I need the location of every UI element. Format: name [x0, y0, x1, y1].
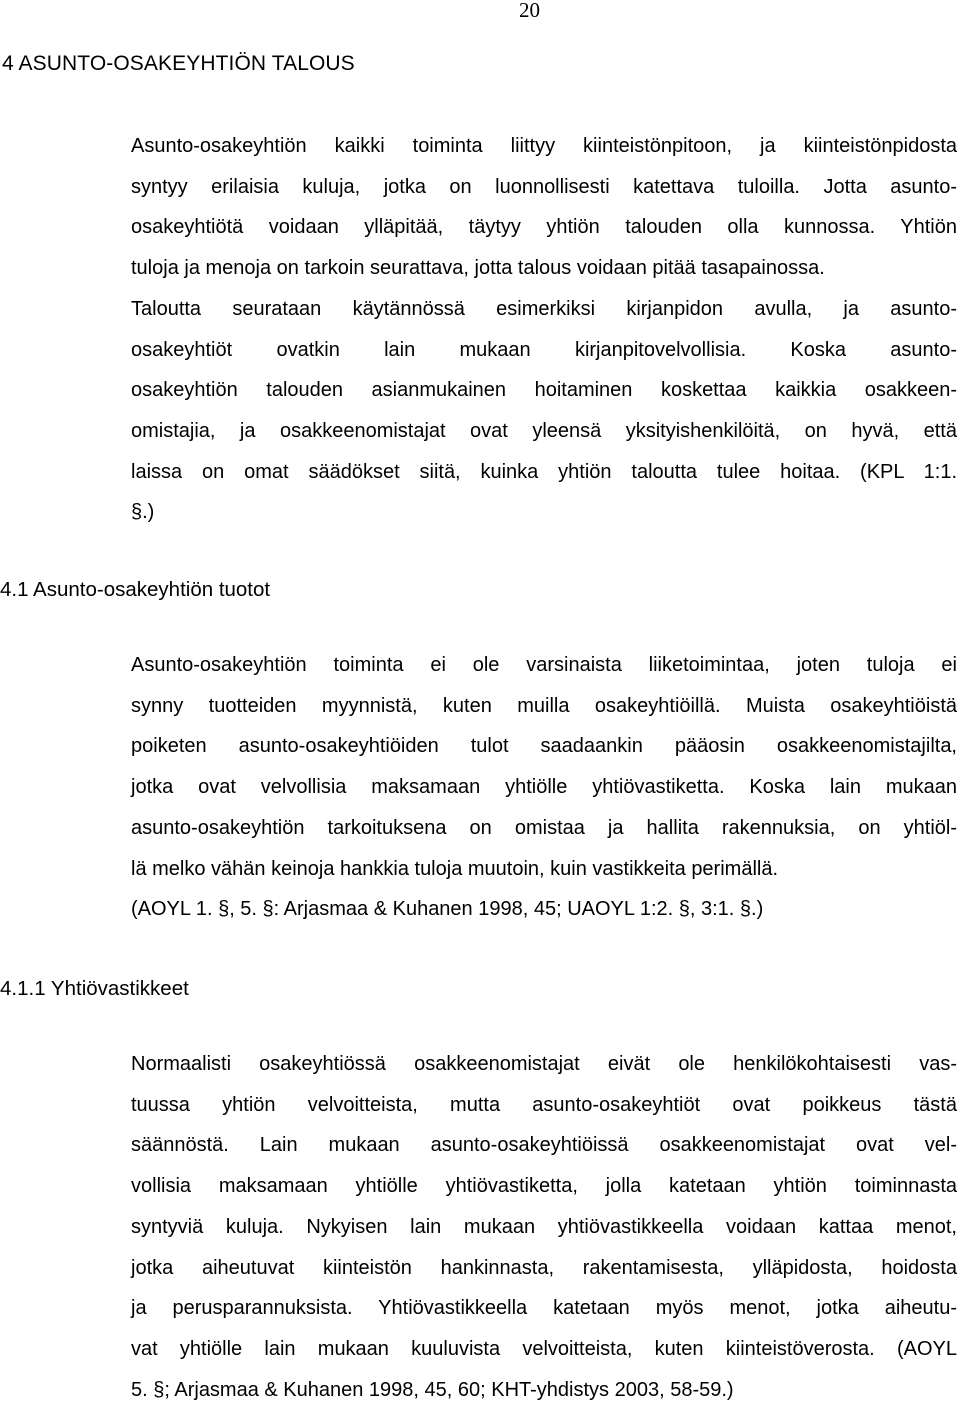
paragraph-line: jotka ovat velvollisia maksamaan yhtiölle yhtiövastiketta. Koska lain mukaan [131, 776, 957, 799]
paragraph-line: tuussa yhtiön velvoitteista, mutta asunto-osakeyhtiöt ovat poikkeus tästä [131, 1093, 957, 1116]
paragraph-line: §.) [131, 501, 155, 524]
paragraph-line: Normaalisti osakeyhtiössä osakkeenomistajat eivät ole henkilökohtaisesti vas- [131, 1053, 957, 1075]
paragraph-line: tuloja ja menoja on tarkoin seurattava, jotta talous voidaan pitää tasapainossa. [131, 257, 825, 280]
paragraph-line: vollisia maksamaan yhtiölle yhtiövastiketta, jolla katetaan yhtiön toiminnasta [131, 1175, 957, 1198]
paragraph-line: poiketen asunto-osakeyhtiöiden tulot saadaankin pääosin osakkeenomistajilta, [131, 735, 957, 758]
paragraph-line: omistajia, ja osakkeenomistajat ovat yleensä yksityishenkilöitä, on hyvä, että [131, 419, 957, 442]
paragraph-line: osakeyhtiötä voidaan ylläpitää, täytyy yhtiön talouden olla kunnossa. Yhtiön [131, 216, 957, 239]
paragraph-line: (AOYL 1. §, 5. §: Arjasmaa & Kuhanen 1998, 45; UAOYL 1:2. §, 3:1. §.) [131, 898, 764, 921]
paragraph-line: Taloutta seurataan käytännössä esimerkiksi kirjanpidon avulla, ja asunto- [131, 297, 957, 320]
section-heading: 4.1 Asunto-osakeyhtiön tuotot [0, 578, 271, 601]
paragraph-line: osakeyhtiön talouden asianmukainen hoitaminen koskettaa kaikkia osakkeen- [131, 379, 957, 402]
chapter-heading: 4 ASUNTO-OSAKEYHTIÖN TALOUS [2, 52, 355, 75]
subsection-heading: 4.1.1 Yhtiövastikkeet [0, 977, 189, 1000]
paragraph-line: Asunto-osakeyhtiön toiminta ei ole varsinaista liiketoimintaa, joten tuloja ei [131, 654, 957, 676]
paragraph-line: syntyy erilaisia kuluja, jotka on luonnollisesti katettava tuloilla. Jotta asunto- [131, 175, 957, 198]
paragraph-line: vat yhtiölle lain mukaan kuuluvista velvoitteista, kuten kiinteistöverosta. (AOYL [131, 1337, 957, 1360]
page-number: 20 [519, 0, 540, 22]
paragraph-line: syntyviä kuluja. Nykyisen lain mukaan yhtiövastikkeella voidaan kattaa menot, [131, 1215, 957, 1238]
paragraph-line: Asunto-osakeyhtiön kaikki toiminta liittyy kiinteistönpitoon, ja kiinteistönpidosta [131, 135, 957, 157]
paragraph-line: synny tuotteiden myynnistä, kuten muilla osakeyhtiöillä. Muista osakeyhtiöistä [131, 694, 957, 717]
paragraph-line: säännöstä. Lain mukaan asunto-osakeyhtiöissä osakkeenomistajat ovat vel- [131, 1134, 957, 1157]
paragraph-line: asunto-osakeyhtiön tarkoituksena on omistaa ja hallita rakennuksia, on yhtiöl- [131, 816, 957, 839]
paragraph-line: 5. §; Arjasmaa & Kuhanen 1998, 45, 60; KHT-yhdistys 2003, 58-59.) [131, 1378, 734, 1401]
paragraph-tuotot [131, 645, 957, 930]
paragraph-yhtiovastikkeet [131, 1044, 957, 1410]
paragraph-line: laissa on omat säädökset siitä, kuinka yhtiön taloutta tulee hoitaa. (KPL 1:1. [131, 460, 957, 483]
paragraph-intro [131, 126, 957, 533]
paragraph-line: ja perusparannuksista. Yhtiövastikkeella katetaan myös menot, jotka aiheutu- [131, 1297, 957, 1320]
paragraph-line: osakeyhtiöt ovatkin lain mukaan kirjanpitovelvollisia. Koska asunto- [131, 338, 957, 361]
paragraph-line: lä melko vähän keinoja hankkia tuloja muutoin, kuin vastikkeita perimällä. [131, 857, 779, 880]
paragraph-line: jotka aiheutuvat kiinteistön hankinnasta, rakentamisesta, ylläpidosta, hoidosta [131, 1256, 957, 1279]
